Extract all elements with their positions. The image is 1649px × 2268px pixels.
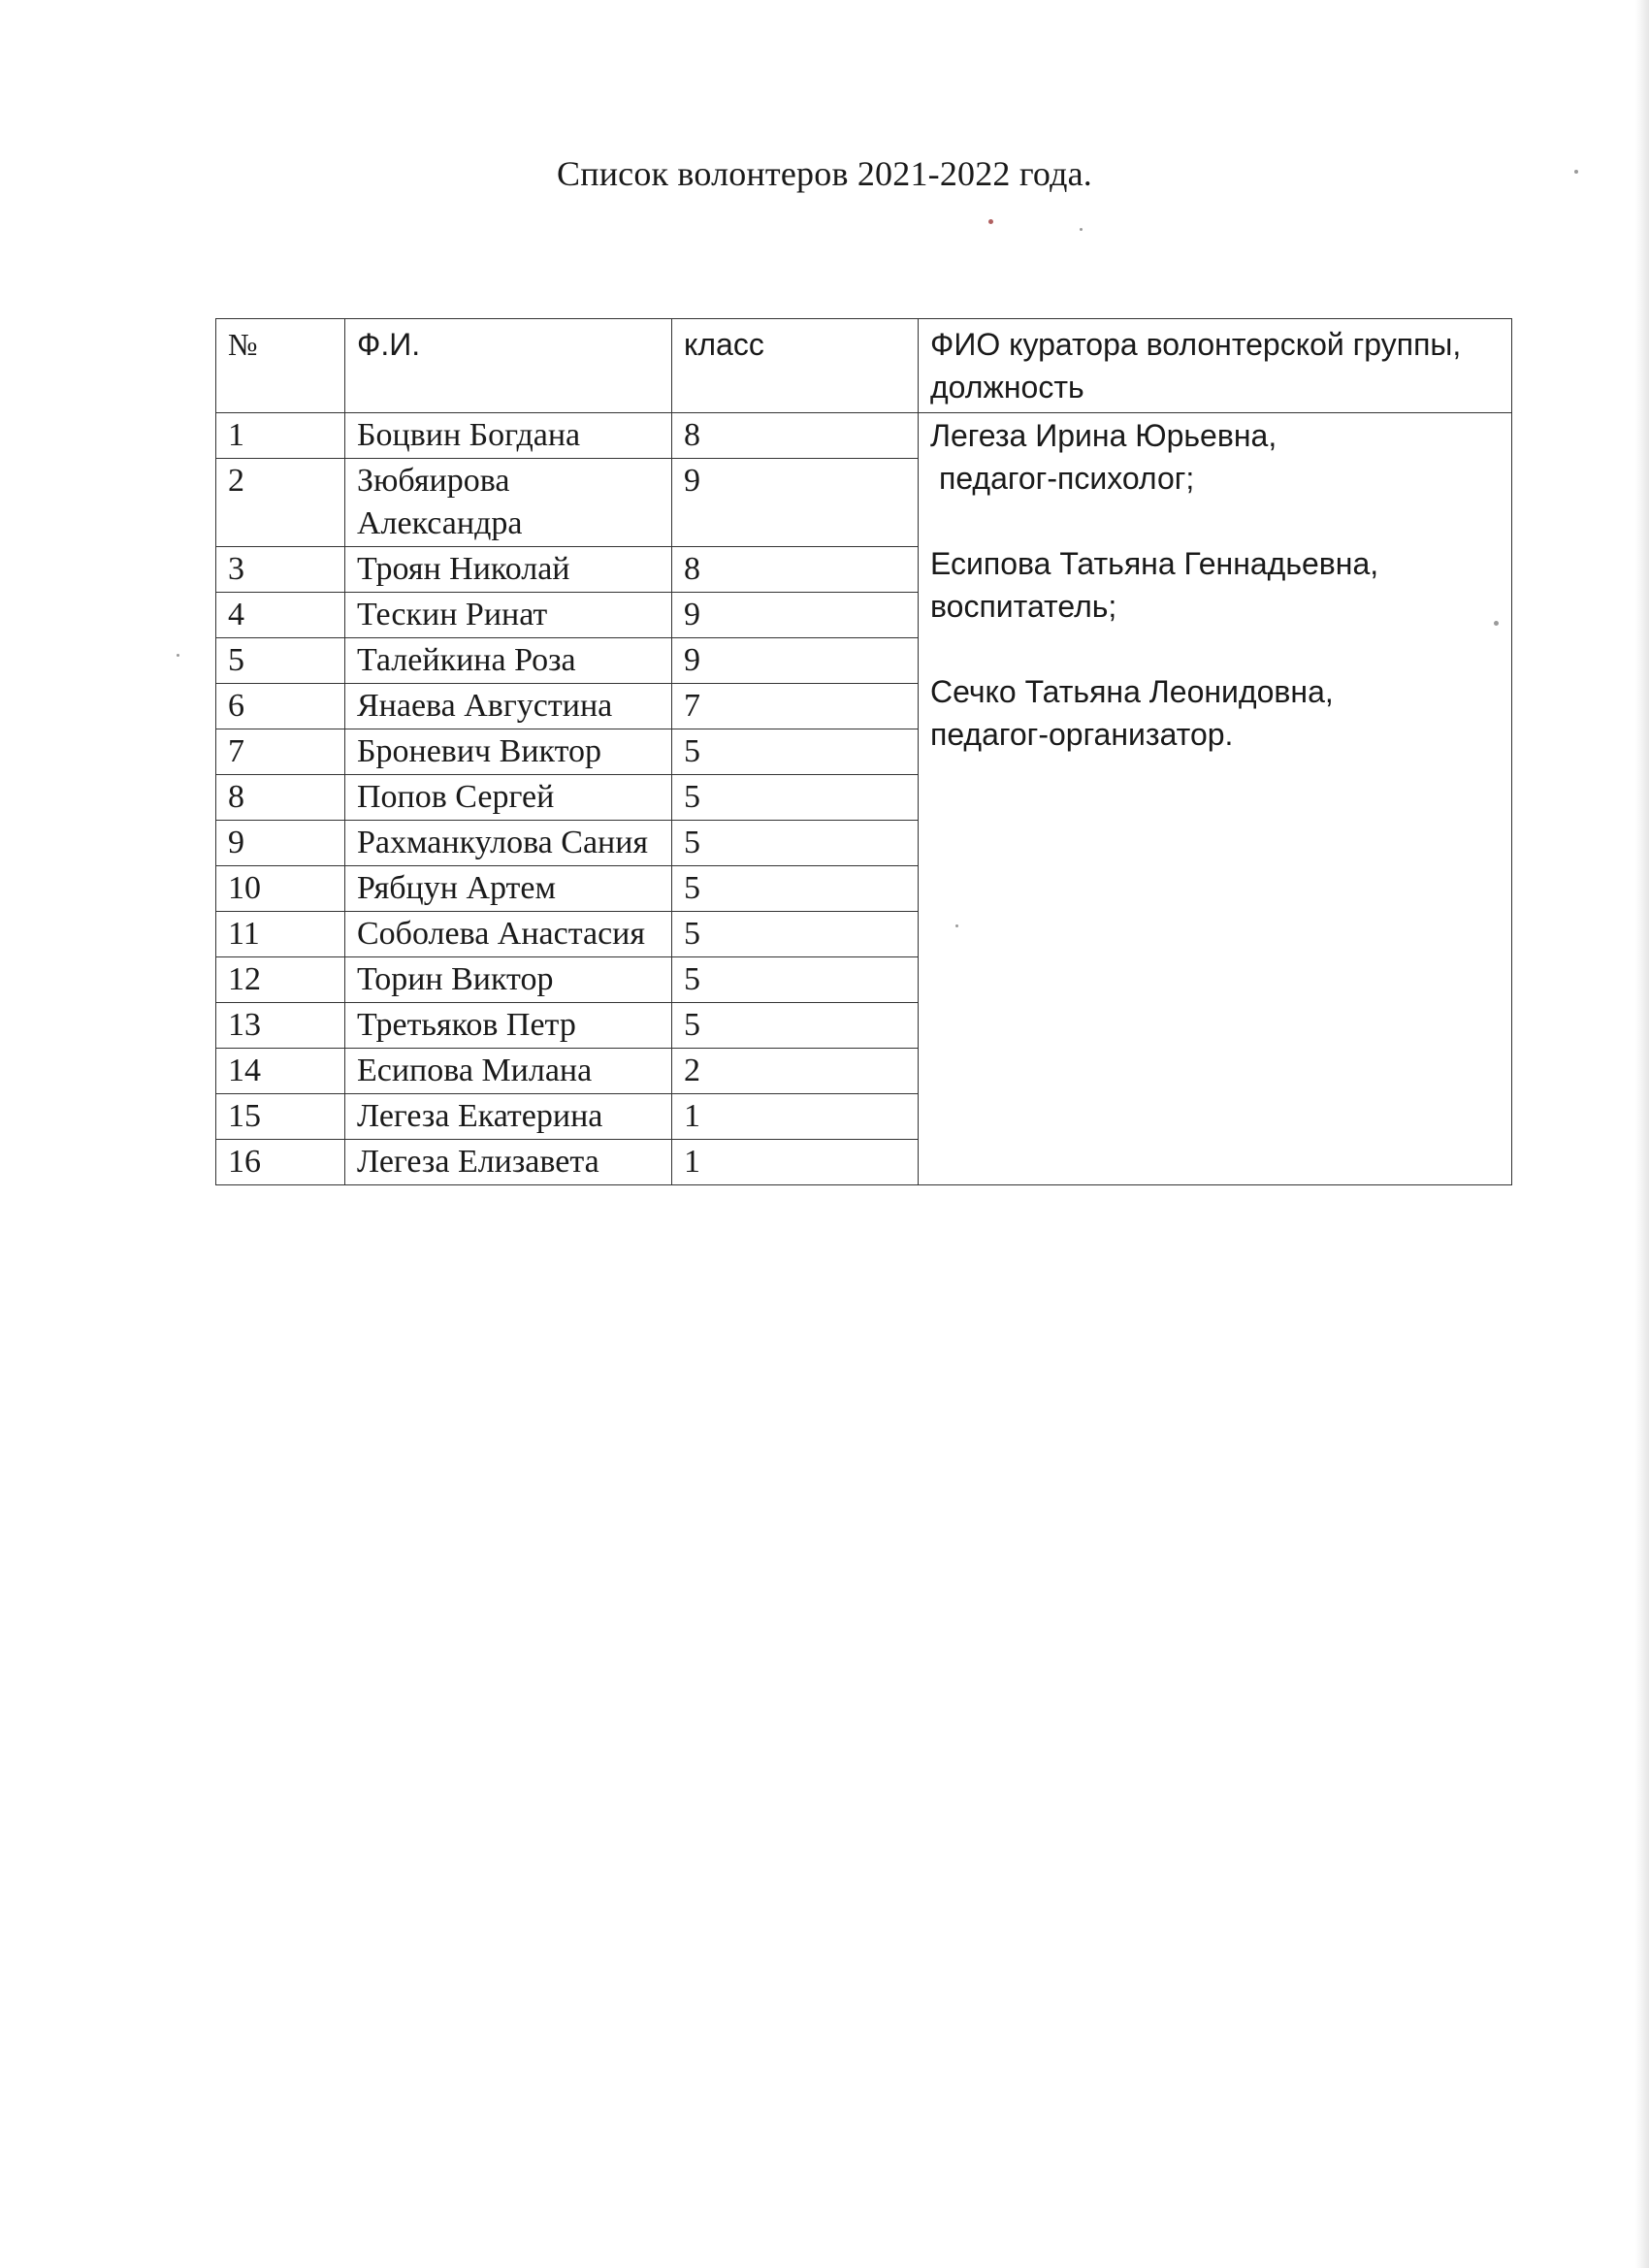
cell-number: 4: [216, 593, 345, 638]
cell-number: 9: [216, 821, 345, 866]
scan-speck: [1080, 228, 1083, 231]
volunteers-table: [215, 318, 1512, 1185]
document-title: Список волонтеров 2021-2022 года.: [557, 154, 1092, 193]
header-curator: ФИО куратора волонтерской группы, должность: [919, 319, 1512, 413]
cell-name: Рахманкулова Сания: [345, 821, 672, 866]
curator-role: педагог-организатор.: [930, 717, 1234, 752]
cell-class: 1: [672, 1094, 919, 1140]
scan-speck: [1494, 621, 1499, 626]
cell-name: Легеза Екатерина: [345, 1094, 672, 1140]
table-body: [216, 413, 1512, 1185]
cell-class: 7: [672, 684, 919, 729]
cell-name: Соболева Анастасия: [345, 912, 672, 957]
curator-entry: [930, 414, 1500, 500]
cell-name: Попов Сергей: [345, 775, 672, 821]
cell-number: 1: [216, 413, 345, 459]
curator-name: Легеза Ирина Юрьевна,: [930, 418, 1277, 453]
curator-entry: [930, 542, 1500, 628]
cell-name: Талейкина Роза: [345, 638, 672, 684]
table-header-row: [216, 319, 1512, 413]
cell-class: 8: [672, 547, 919, 593]
cell-name: Троян Николай: [345, 547, 672, 593]
cell-class: 9: [672, 593, 919, 638]
cell-number: 5: [216, 638, 345, 684]
cell-name: Третьяков Петр: [345, 1003, 672, 1049]
cell-number: 15: [216, 1094, 345, 1140]
cell-name: Янаева Августина: [345, 684, 672, 729]
cell-class: 5: [672, 1003, 919, 1049]
cell-class: 9: [672, 638, 919, 684]
cell-name: Торин Виктор: [345, 957, 672, 1003]
scan-speck: [988, 219, 993, 224]
cell-class: 9: [672, 459, 919, 547]
cell-name: Легеза Елизавета: [345, 1140, 672, 1185]
scan-speck: [177, 654, 179, 657]
scan-speck: [1574, 170, 1578, 174]
scan-edge-shadow: [1635, 0, 1649, 2268]
cell-name: Зюбяирова Александра: [345, 459, 672, 547]
cell-number: 7: [216, 729, 345, 775]
cell-number: 16: [216, 1140, 345, 1185]
header-number: №: [216, 319, 345, 413]
cell-class: 2: [672, 1049, 919, 1094]
cell-name: Тескин Ринат: [345, 593, 672, 638]
cell-class: 8: [672, 413, 919, 459]
cell-number: 3: [216, 547, 345, 593]
scan-speck: [955, 924, 958, 927]
header-class: класс: [672, 319, 919, 413]
table-row: [216, 413, 1512, 459]
cell-class: 5: [672, 775, 919, 821]
cell-class: 5: [672, 729, 919, 775]
cell-number: 11: [216, 912, 345, 957]
curators-cell: [919, 413, 1512, 1185]
cell-name: Броневич Виктор: [345, 729, 672, 775]
cell-number: 2: [216, 459, 345, 547]
cell-number: 14: [216, 1049, 345, 1094]
curator-role: воспитатель;: [930, 589, 1117, 624]
cell-number: 12: [216, 957, 345, 1003]
curator-role: педагог-психолог;: [939, 461, 1195, 496]
curator-entry: [930, 670, 1500, 756]
cell-class: 5: [672, 866, 919, 912]
header-name: Ф.И.: [345, 319, 672, 413]
cell-number: 8: [216, 775, 345, 821]
cell-name: Боцвин Богдана: [345, 413, 672, 459]
cell-class: 5: [672, 912, 919, 957]
cell-name: Рябцун Артем: [345, 866, 672, 912]
cell-class: 1: [672, 1140, 919, 1185]
cell-class: 5: [672, 957, 919, 1003]
cell-number: 6: [216, 684, 345, 729]
curator-name: Есипова Татьяна Геннадьевна,: [930, 546, 1379, 581]
cell-class: 5: [672, 821, 919, 866]
cell-number: 10: [216, 866, 345, 912]
cell-number: 13: [216, 1003, 345, 1049]
curator-name: Сечко Татьяна Леонидовна,: [930, 674, 1334, 709]
cell-name: Есипова Милана: [345, 1049, 672, 1094]
